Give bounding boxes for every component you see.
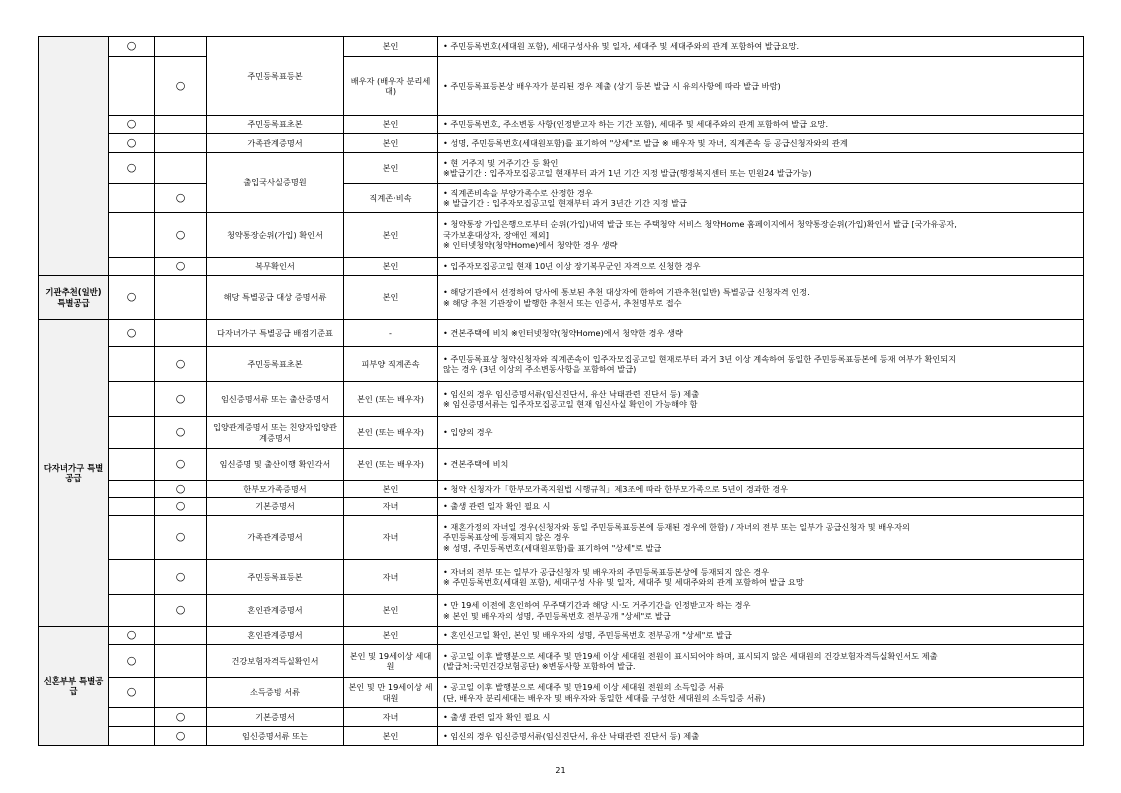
issuance-target: 본인 <box>344 37 438 57</box>
required-mark: ○ <box>109 37 155 57</box>
conditional-mark <box>155 276 207 320</box>
conditional-mark: ○ <box>155 498 207 516</box>
conditional-mark: ○ <box>155 595 207 627</box>
issuance-target: 본인 (또는 배우자) <box>344 449 438 481</box>
issuance-target: 본인 <box>344 276 438 320</box>
issuance-target: 본인 <box>344 116 438 134</box>
document-name: 복무확인서 <box>207 258 344 276</box>
issuance-target: 본인 <box>344 481 438 498</box>
document-name: 다자녀가구 특별공급 배점기준표 <box>207 320 344 347</box>
conditional-mark: ○ <box>155 481 207 498</box>
conditional-mark: ○ <box>155 449 207 481</box>
issuance-target: 피부양 직계존속 <box>344 347 438 382</box>
conditional-mark <box>155 645 207 678</box>
category-newlywed: 신혼부부 특별공급 <box>39 627 109 746</box>
required-mark <box>109 258 155 276</box>
issuance-target: 자녀 <box>344 708 438 727</box>
conditional-mark <box>155 627 207 645</box>
conditional-mark: ○ <box>155 213 207 258</box>
required-mark: ○ <box>109 627 155 645</box>
conditional-mark: ○ <box>155 184 207 213</box>
required-mark <box>109 727 155 746</box>
document-description: • 임신의 경우 임신증명서류(임신진단서, 유산 낙태관련 진단서 등) 제출 <box>438 727 1084 746</box>
document-name: 기본증명서 <box>207 498 344 516</box>
document-description: • 주민등록번호, 주소변동 사항(인정받고자 하는 기간 포함), 세대주 및 세대주와의 관계 포함하여 발급 요망. <box>438 116 1084 134</box>
document-name: 혼인관계증명서 <box>207 627 344 645</box>
document-name: 청약통장순위(가입) 확인서 <box>207 213 344 258</box>
required-mark: ○ <box>109 645 155 678</box>
conditional-mark <box>155 37 207 57</box>
document-description: • 만 19세 이전에 혼인하여 무주택기간과 해당 시·도 거주기간을 인정받고자 하는 경우 ※ 본인 및 배우자의 성명, 주민등록번호 전부공개 "상세"로 발급 <box>438 595 1084 627</box>
category-general <box>39 37 109 276</box>
document-description: • 출생 관련 일자 확인 필요 시 <box>438 498 1084 516</box>
page-number: 21 <box>555 766 566 775</box>
document-description: • 주민등록번호(세대원 포함), 세대구성사유 및 일자, 세대주 및 세대주와의 관계 포함하여 발급요망. <box>438 37 1084 57</box>
document-description: • 자녀의 전부 또는 일부가 공급신청자 및 배우자의 주민등록표등본상에 등재되지 않은 경우 ※ 주민등록번호(세대원 포함), 세대구성 사유 및 일자, 세대주 및 세대주와의 관계 포함하여 발급 요망 <box>438 560 1084 595</box>
document-name: 혼인관계증명서 <box>207 595 344 627</box>
conditional-mark: ○ <box>155 417 207 449</box>
issuance-target: - <box>344 320 438 347</box>
document-name: 입양관계증명서 또는 친양자입양관계증명서 <box>207 417 344 449</box>
document-name: 주민등록표초본 <box>207 116 344 134</box>
required-mark <box>109 560 155 595</box>
issuance-target: 본인 <box>344 258 438 276</box>
conditional-mark <box>155 678 207 708</box>
required-mark <box>109 417 155 449</box>
conditional-mark: ○ <box>155 560 207 595</box>
document-name: 임신증명서류 또는 <box>207 727 344 746</box>
conditional-mark: ○ <box>155 57 207 116</box>
document-description: • 혼인신고일 확인, 본인 및 배우자의 성명, 주민등록번호 전부공개 "상세"로 발급 <box>438 627 1084 645</box>
conditional-mark: ○ <box>155 708 207 727</box>
required-mark: ○ <box>109 153 155 184</box>
conditional-mark: ○ <box>155 516 207 560</box>
document-description: • 재혼가정의 자녀일 경우(신청자와 동일 주민등록표등본에 등재된 경우에 한함) / 자녀의 전부 또는 일부가 공급신청자 및 배우자의 주민등록표상에 등재되지 않은 경우 ※ 성명, 주민등록번호(세대원포함)를 표기하여 "상세"로 발급 <box>438 516 1084 560</box>
document-description: • 직계존비속을 부양가족수로 산정한 경우 ※ 발급기간 : 입주자모집공고일 현재부터 과거 3년간 기간 지정 발급 <box>438 184 1084 213</box>
required-mark <box>109 708 155 727</box>
conditional-mark: ○ <box>155 727 207 746</box>
required-mark: ○ <box>109 276 155 320</box>
document-name: 주민등록표등본 <box>207 560 344 595</box>
document-name: 주민등록표등본 <box>207 37 344 116</box>
document-description: • 공고일 이후 발행분으로 세대주 및 만19세 이상 세대원 전원의 소득입증 서류 (단, 배우자 분리세대는 배우자 및 배우자와 동일한 세대를 구성한 세대원의 소득입증 서류) <box>438 678 1084 708</box>
document-description: • 출생 관련 일자 확인 필요 시 <box>438 708 1084 727</box>
document-description: • 주민등록표상 청약신청자와 직계존속이 입주자모집공고일 현재로부터 과거 3년 이상 계속하여 동일한 주민등록표등본에 등재 여부가 확인되지 않는 경우 (3년 이상의 주소변동사항을 포함하여 발급) <box>438 347 1084 382</box>
document-name: 한부모가족증명서 <box>207 481 344 498</box>
issuance-target: 본인 및 19세이상 세대원 <box>344 645 438 678</box>
document-description: • 견본주택에 비치 <box>438 449 1084 481</box>
issuance-target: 본인 <box>344 595 438 627</box>
issuance-target: 배우자 (배우자 분리세대) <box>344 57 438 116</box>
document-description: • 청약 신청자가「한부모가족지원법 시행규칙」제3조에 따라 한부모가족으로 5년이 경과한 경우 <box>438 481 1084 498</box>
conditional-mark: ○ <box>155 347 207 382</box>
document-description: • 현 거주지 및 거주기간 등 확인 ※발급기간 : 입주자모집공고일 현재부터 과거 1년 기간 지정 발급(행정복지센터 또는 민원24 발급가능) <box>438 153 1084 184</box>
issuance-target: 본인 (또는 배우자) <box>344 382 438 417</box>
document-requirements-table <box>38 36 1084 746</box>
document-name: 가족관계증명서 <box>207 134 344 153</box>
issuance-target: 본인 <box>344 153 438 184</box>
issuance-target: 자녀 <box>344 498 438 516</box>
conditional-mark <box>155 134 207 153</box>
document-name: 해당 특별공급 대상 증명서류 <box>207 276 344 320</box>
document-description: • 해당기관에서 선정하여 당사에 통보된 추천 대상자에 한하여 기관추천(일반) 특별공급 신청자격 인정. ※ 해당 추천 기관장이 발행한 추천서 또는 인증서, 추천명부로 접수 <box>438 276 1084 320</box>
required-mark <box>109 498 155 516</box>
issuance-target: 본인 <box>344 213 438 258</box>
category-multi-child: 다자녀가구 특별공급 <box>39 320 109 627</box>
required-mark <box>109 481 155 498</box>
document-name: 소득증빙 서류 <box>207 678 344 708</box>
document-description: • 입양의 경우 <box>438 417 1084 449</box>
conditional-mark <box>155 116 207 134</box>
issuance-target: 본인 <box>344 627 438 645</box>
document-description: • 공고일 이후 발행분으로 세대주 및 만19세 이상 세대원 전원이 표시되어야 하며, 표시되지 않은 세대원의 건강보험자격득실확인서도 제출 (발급처:국민건강보험공단) ※변동사항 포함하여 발급. <box>438 645 1084 678</box>
document-name: 주민등록표초본 <box>207 347 344 382</box>
required-mark: ○ <box>109 134 155 153</box>
required-mark <box>109 382 155 417</box>
document-name: 출입국사실증명원 <box>207 153 344 213</box>
document-name: 건강보험자격득실확인서 <box>207 645 344 678</box>
document-description: • 주민등록표등본상 배우자가 분리된 경우 제출 (상기 등본 발급 시 유의사항에 따라 발급 바람) <box>438 57 1084 116</box>
required-mark <box>109 595 155 627</box>
issuance-target: 본인 <box>344 727 438 746</box>
document-name: 임신증명서류 또는 출산증명서 <box>207 382 344 417</box>
required-mark: ○ <box>109 116 155 134</box>
issuance-target: 자녀 <box>344 516 438 560</box>
required-mark <box>109 57 155 116</box>
conditional-mark <box>155 320 207 347</box>
required-mark <box>109 449 155 481</box>
category-institution-recommendation: 기관추천(일반) 특별공급 <box>39 276 109 320</box>
required-mark <box>109 213 155 258</box>
conditional-mark: ○ <box>155 258 207 276</box>
issuance-target: 본인 및 만 19세이상 세대원 <box>344 678 438 708</box>
document-name: 가족관계증명서 <box>207 516 344 560</box>
issuance-target: 자녀 <box>344 560 438 595</box>
required-mark <box>109 184 155 213</box>
document-description: • 청약통장 가입은행으로부터 순위(가입)내역 발급 또는 주택청약 서비스 청약Home 홈페이지에서 청약통장순위(가입)확인서 발급 [국가유공자, 국가보훈대상자, 장애인 제외] ※ 인터넷청약(청약Home)에서 청약한 경우 생략 <box>438 213 1084 258</box>
required-mark: ○ <box>109 678 155 708</box>
document-description: • 견본주택에 비치 ※인터넷청약(청약Home)에서 청약한 경우 생략 <box>438 320 1084 347</box>
document-description: • 입주자모집공고일 현재 10년 이상 장기복무군인 자격으로 신청한 경우 <box>438 258 1084 276</box>
required-mark: ○ <box>109 320 155 347</box>
document-description: • 성명, 주민등록번호(세대원포함)를 표기하여 "상세"로 발급 ※ 배우자 및 자녀, 직계존속 등 공급신청자와의 관계 <box>438 134 1084 153</box>
conditional-mark <box>155 153 207 184</box>
conditional-mark: ○ <box>155 382 207 417</box>
issuance-target: 본인 (또는 배우자) <box>344 417 438 449</box>
issuance-target: 직계존·비속 <box>344 184 438 213</box>
document-description: • 임신의 경우 임신증명서류(임신진단서, 유산 낙태관련 진단서 등) 제출 ※ 임신증명서류는 입주자모집공고일 현재 임신사실 확인이 가능해야 함 <box>438 382 1084 417</box>
document-name: 기본증명서 <box>207 708 344 727</box>
document-name: 임신증명 및 출산이행 확인각서 <box>207 449 344 481</box>
issuance-target: 본인 <box>344 134 438 153</box>
required-mark <box>109 347 155 382</box>
required-mark <box>109 516 155 560</box>
